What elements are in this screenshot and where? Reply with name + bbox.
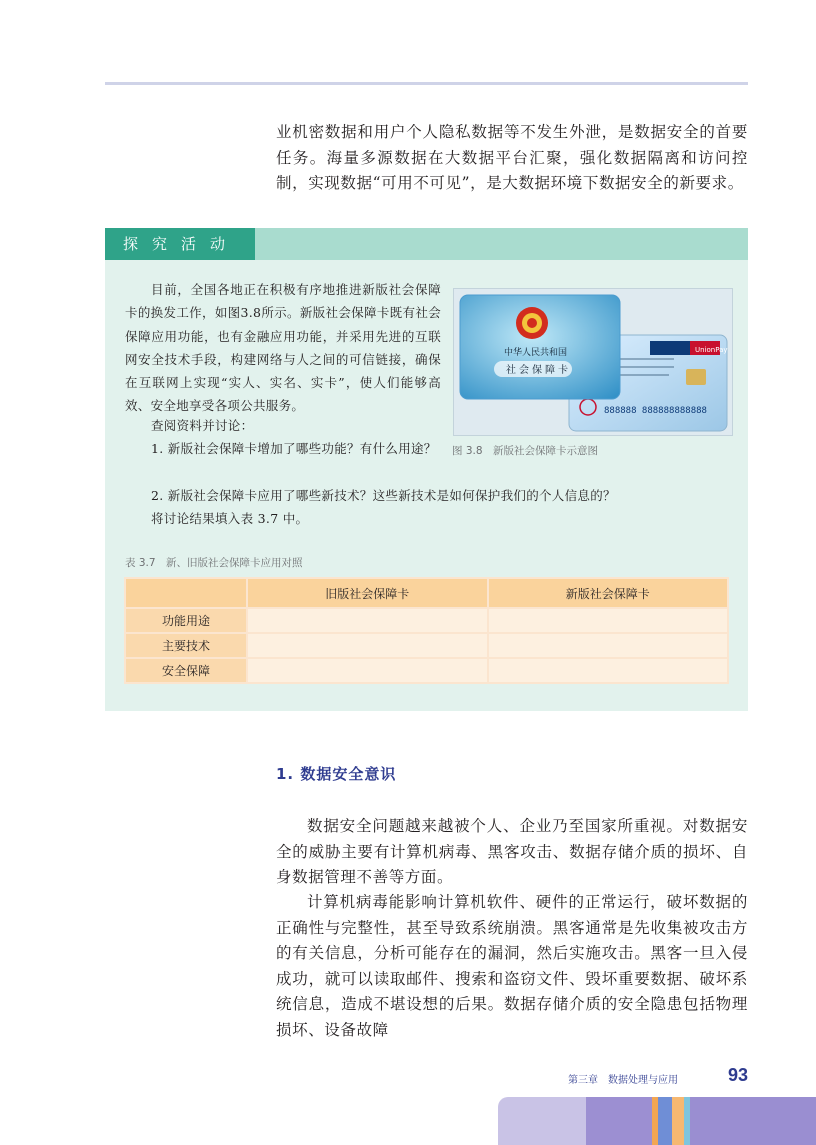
table-row <box>125 658 728 683</box>
section-paragraph-2: 计算机病毒能影响计算机软件、硬件的正常运行，破坏数据的正确性与完整性，甚至导致系统崩溃。黑客通常是先收集被攻击方的有关信息，分析可能存在的漏洞，然后实施攻击。黑客一旦入侵成功，就可以读取邮件、搜索和盗窃文件、毁坏重要数据、破坏系统信息，造成不堪设想的后果。数据存储介质的安全隐患包括物理损坏、设备故障 <box>276 893 748 1039</box>
card-chip <box>686 369 706 385</box>
social-security-card-figure <box>453 288 733 436</box>
bar-segment <box>672 1097 684 1145</box>
bar-segment <box>658 1097 672 1145</box>
table-row <box>125 633 728 658</box>
row-label-function: 功能用途 <box>125 608 247 633</box>
table-cell[interactable] <box>247 658 488 683</box>
table-row <box>125 608 728 633</box>
activity-tag: 探究活动 <box>105 228 255 260</box>
table-caption: 表 3.7 新、旧版社会保障卡应用对照 <box>125 557 303 569</box>
table-header-row <box>125 578 728 608</box>
figure-caption: 图 3.8 新版社会保障卡示意图 <box>452 445 599 457</box>
comparison-table <box>124 577 729 684</box>
section-title: 1. 数据安全意识 <box>276 765 397 783</box>
activity-question-1: 1. 新版社会保障卡增加了哪些功能？有什么用途？ <box>151 441 437 456</box>
decorative-color-bars <box>498 1097 816 1145</box>
activity-paragraph: 目前，全国各地正在积极有序地推进新版社会保障卡的换发工作，如图3.8所示。新版社会保障卡既有社会保障应用功能，也有金融应用功能，并采用先进的互联网安全技术手段，构建网络与人之间的可信链接，确保在互联网上实现“实人、实名、实卡”，使人们能够高效、安全地享受各项公共服务。 <box>125 282 441 414</box>
table-header-old: 旧版社会保障卡 <box>247 578 488 608</box>
table-cell[interactable] <box>247 608 488 633</box>
table-cell[interactable] <box>488 608 729 633</box>
table-cell[interactable] <box>488 633 729 658</box>
row-label-security: 安全保障 <box>125 658 247 683</box>
activity-fill-note: 将讨论结果填入表 3.7 中。 <box>151 511 309 526</box>
section-paragraph-1: 数据安全问题越来越被个人、企业乃至国家所重视。对数据安全的威胁主要有计算机病毒、黑客攻击、数据存储介质的损坏、自身数据管理不善等方面。 <box>276 817 748 886</box>
top-rule <box>105 82 748 85</box>
bar-segment <box>586 1097 652 1145</box>
chapter-footer: 第三章 数据处理与应用 <box>568 1075 678 1086</box>
table-header-corner <box>125 578 247 608</box>
card-title: 社会保障卡 <box>506 365 571 376</box>
activity-question-2: 2. 新版社会保障卡应用了哪些新技术？这些新技术是如何保护我们的个人信息的？ <box>151 488 616 503</box>
activity-instruction: 查阅资料并讨论： <box>151 418 254 433</box>
table-header-new: 新版社会保障卡 <box>488 578 729 608</box>
card-brand-text: UnionPay <box>695 346 728 354</box>
table-cell[interactable] <box>247 633 488 658</box>
page-number: 93 <box>728 1065 749 1085</box>
activity-header <box>105 228 748 260</box>
card-issuer: 中华人民共和国 <box>504 348 568 358</box>
bar-segment <box>498 1097 586 1145</box>
row-label-technology: 主要技术 <box>125 633 247 658</box>
card-number: 888888 888888888888 <box>604 406 707 416</box>
activity-box <box>105 228 748 711</box>
bar-segment <box>690 1097 816 1145</box>
card-illustration <box>454 289 732 435</box>
intro-paragraph: 业机密数据和用户个人隐私数据等不发生外泄，是数据安全的首要任务。海量多源数据在大数据平台汇聚，强化数据隔离和访问控制，实现数据“可用不可见”，是大数据环境下数据安全的新要求。 <box>276 123 748 192</box>
table-cell[interactable] <box>488 658 729 683</box>
